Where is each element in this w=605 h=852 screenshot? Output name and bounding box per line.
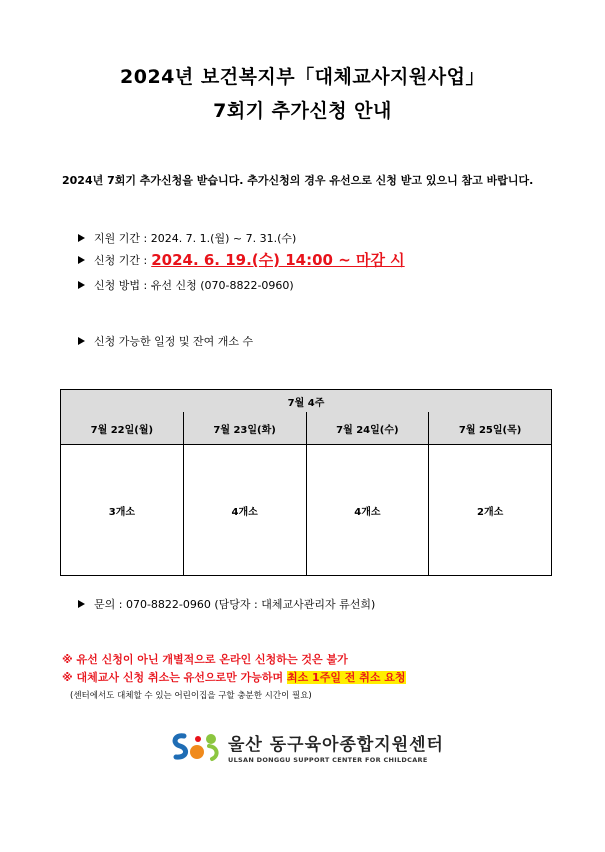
day-header-row — [61, 412, 552, 445]
slot-count: 4개소 — [354, 506, 381, 518]
slot-count-cell — [429, 445, 552, 576]
schedule-table — [60, 389, 552, 576]
slot-count-cell — [183, 445, 306, 576]
triangle-bullet-icon — [78, 600, 85, 608]
warning-cancellation-highlight: 최소 1주일 전 취소 요청 — [286, 671, 406, 684]
warning-cancellation — [62, 669, 406, 685]
contact-text: 문의 : 070-8822-0960 (담당자 : 대체교사관리자 류선희) — [94, 598, 376, 611]
application-period-value: 2024. 6. 19.(수) 14:00 ~ 마감 시 — [151, 251, 405, 269]
schedule-heading: 신청 가능한 일정 및 잔여 개소 수 — [94, 335, 254, 348]
center-logo-icon — [170, 730, 222, 764]
day-header: 7월 24일(수) — [306, 412, 429, 445]
note-text: (센터에서도 대체할 수 있는 어린이집을 구할 충분한 시간이 필요) — [70, 691, 312, 701]
warning-cancellation-text: ※ 대체교사 신청 취소는 유선으로만 가능하며 — [62, 671, 287, 684]
triangle-bullet-icon — [78, 234, 85, 242]
support-period-text: 지원 기간 : 2024. 7. 1.(월) ~ 7. 31.(수) — [94, 232, 297, 245]
application-method-text: 신청 방법 : 유선 신청 (070-8822-0960) — [94, 279, 294, 292]
warning-online-not-allowed: ※ 유선 신청이 아닌 개별적으로 온라인 신청하는 것은 불가 — [62, 653, 348, 666]
application-period-label: 신청 기간 : — [94, 253, 148, 267]
intro-text: 2024년 7회기 추가신청을 받습니다. 추가신청의 경우 유선으로 신청 받고 있으니 참고 바랍니다. — [62, 174, 534, 187]
support-period-row — [78, 230, 296, 246]
slot-count: 2개소 — [476, 506, 504, 518]
day-header: 7월 25일(목) — [429, 412, 552, 445]
triangle-bullet-icon — [78, 281, 85, 289]
contact-row — [78, 596, 375, 612]
application-period-row — [78, 249, 405, 270]
slot-count: 4개소 — [231, 506, 258, 518]
triangle-bullet-icon — [78, 256, 85, 264]
center-subtitle: ULSAN DONGGU SUPPORT CENTER FOR CHILDCARE — [228, 756, 428, 764]
week-header: 7월 4주 — [61, 390, 552, 413]
day-header: 7월 23일(화) — [183, 412, 306, 445]
day-header: 7월 22일(월) — [61, 412, 184, 445]
slot-count-cell — [61, 445, 184, 576]
center-name: 울산 동구육아종합지원센터 — [228, 735, 444, 755]
slot-count: 3개소 — [108, 506, 136, 518]
triangle-bullet-icon — [78, 337, 85, 345]
application-method-row — [78, 277, 294, 293]
center-logo — [170, 730, 444, 764]
center-logo-wordmark — [228, 730, 444, 764]
slot-count-row — [61, 445, 552, 576]
slot-count-cell — [306, 445, 429, 576]
title-line-2: 7회기 추가신청 안내 — [213, 100, 392, 122]
title-line-1: 2024년 보건복지부「대체교사지원사업」 — [120, 66, 485, 88]
schedule-heading-row — [78, 333, 253, 349]
week-header-row — [61, 390, 552, 413]
